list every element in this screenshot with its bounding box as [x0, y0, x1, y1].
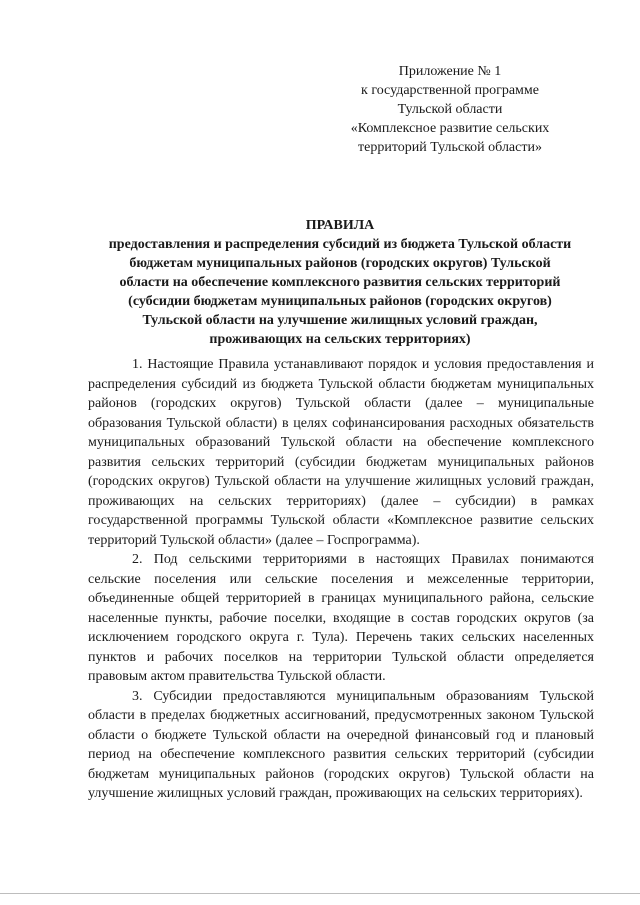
heading-line: проживающих на сельских территориях) — [209, 332, 471, 347]
document-heading — [80, 216, 600, 349]
heading-line: области на обеспечение комплексного развития сельских территорий — [119, 275, 561, 290]
heading-line: бюджетам муниципальных районов (городских округов) Тульской — [129, 256, 551, 271]
heading-line: предоставления и распределения субсидий из бюджета Тульской области — [108, 237, 572, 252]
appendix-line: Тульской области — [397, 102, 503, 117]
document-body — [88, 355, 594, 804]
appendix-line: «Комплексное развитие сельских — [350, 121, 550, 136]
paragraph-3: 3. Субсидии предоставляются муниципальным образованиям Тульской области в пределах бюджетных ассигнований, предусмотренных законом Тульской области о бюджете Тульской области на очередной финансовый год и плановый период на обеспечение комплексного развития сельских территорий (субсидии бюджетам муниципальных районов (городских округов) Тульской области на улучшение жилищных условий граждан, проживающих на сельских территориях). — [88, 688, 594, 801]
scan-edge-line — [0, 893, 640, 894]
paragraph-2: 2. Под сельскими территориями в настоящих Правилах понимаются сельские поселения или сельские поселения и межселенные территории, объединенные общей территорией в границах муниципального района, сельские населенные пункты, рабочие поселки, входящие в состав городских округов (за исключением городского округа г. Тула). Перечень таких сельских населенных пунктов и рабочих поселков на территории Тульской области определяется правовым актом правительства Тульской области. — [88, 552, 594, 684]
heading-line: Тульской области на улучшение жилищных условий граждан, — [142, 313, 538, 328]
appendix-line: к государственной программе — [361, 83, 539, 98]
appendix-note — [320, 62, 580, 157]
appendix-line: территорий Тульской области» — [358, 140, 542, 155]
paragraph-1: 1. Настоящие Правила устанавливают порядок и условия предоставления и распределения субсидий из бюджета Тульской области бюджетам муниципальных районов (городских округов) Тульской области (далее – муниципальные образования Тульской области) в целях софинансирования расходных обязательств муниципальных образований Тульской области на обеспечение комплексного развития сельских территорий (субсидии бюджетам муниципальных районов (городских округов) Тульской области на улучшение жилищных условий граждан, проживающих на сельских территориях) (далее – субсидии) в рамках государственной программы Тульской области «Комплексное развитие сельских территорий Тульской области» (далее – Госпрограмма). — [88, 357, 594, 548]
document-title: ПРАВИЛА — [305, 218, 375, 233]
appendix-line: Приложение № 1 — [398, 64, 502, 79]
heading-line: (субсидии бюджетам муниципальных районов (городских округов) — [128, 294, 552, 309]
